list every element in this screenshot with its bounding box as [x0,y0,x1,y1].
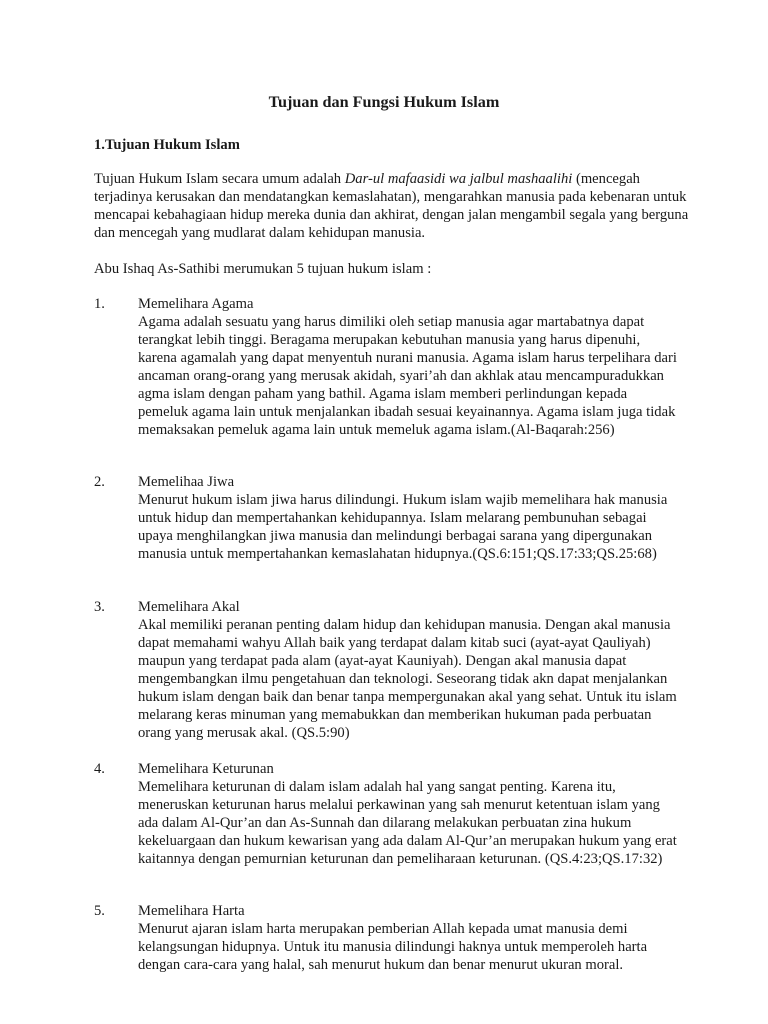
intro-italic-term: Dar-ul mafaasidi wa jalbul mashaalihi [344,171,573,187]
lead-paragraph: Abu Ishaq As-Sathibi merumukan 5 tujuan hukum islam : [94,261,432,277]
intro-prefix: Tujuan Hukum Islam secara umum adalah [94,171,345,187]
list-item-body: Memelihara keturunan di dalam islam adalah hal yang sangat penting. Karena itu, meneruskan keturunan harus melalui perkawinan yang sah menurut ketentuan islam yang ada dalam Al-Qur’an dan As-Sunnah dan dilarang melakukan perbuatan zina hukum kekeluargaan dan hukum kewarisan yang ada dalam Al-Qur’an merupakan hukum yang erat kaitannya dengan pemurnian keturunan dan pemeliharaan keturunan. (QS.4:23;QS.17:32) [138,779,677,867]
list-item-body: Agama adalah sesuatu yang harus dimiliki oleh setiap manusia agar martabatnya dapat terangkat lebih tinggi. Beragama merupakan kebutuhan manusia yang harus dipenuhi, karena agamalah yang dapat menyentuh nurani manusia. Agama islam harus terpelihara dari ancaman orang-orang yang merusak akidah, syari’ah dan akhlak atau mencampuradukkan agma islam dengan paham yang bathil. Agama islam memberi perlindungan kepada pemeluk agama lain untuk menjalankan ibadah sesuai keyainannya. Agama islam juga tidak memaksakan pemeluk agama lain untuk memeluk agama islam.(Al-Baqarah:256) [138,314,677,438]
list-item-number: 4. [94,761,105,777]
list-item-heading: Memelihara Harta [138,903,245,919]
list-item-heading: Memelihara Akal [138,599,240,615]
list-item-body: Menurut ajaran islam harta merupakan pemberian Allah kepada umat manusia demi kelangsungan hidupnya. Untuk itu manusia dilindungi haknya untuk memperoleh harta dengan cara-cara yang halal, sah menurut hukum dan benar menurut ukuran moral. [138,921,648,973]
intro-paragraph [94,170,694,242]
list-item-heading: Memelihara Keturunan [138,761,274,777]
list-item-body: Akal memiliki peranan penting dalam hidup dan kehidupan manusia. Dengan akal manusia dapat memahami wahyu Allah baik yang terdapat dalam kitab suci (ayat-ayat Qauliyah) maupun yang terdapat pada alam (ayat-ayat Kauniyah). Dengan akal manusia dapat mengembangkan ilmu pengetahuan dan teknologi. Seseorang tidak akn dapat menjalankan hukum islam dengan baik dan benar tanpa mempergunakan akal yang sehat. Untuk itu islam melarang keras minuman yang memabukkan dan memberikan hukuman pada perbuatan orang yang merusak akal. (QS.5:90) [138,617,677,741]
section-heading: 1.Tujuan Hukum Islam [94,137,240,153]
list-item-number: 5. [94,903,105,919]
list-item-number: 2. [94,474,105,490]
list-item-heading: Memelihara Agama [138,296,254,312]
document-title: Tujuan dan Fungsi Hukum Islam [268,93,500,111]
list-item-number: 1. [94,296,105,312]
list-item-heading: Memelihaa Jiwa [138,474,235,490]
list-item-body: Menurut hukum islam jiwa harus dilindungi. Hukum islam wajib memelihara hak manusia untuk hidup dan mempertahankan kehidupannya. Islam melarang pembunuhan sebagai upaya menghilangkan jiwa manusia dan melindungi berbagai sarana yang dipergunakan manusia untuk mempertahankan kemaslahatan hidupnya.(QS.6:151;QS.17:33;QS.25:68) [138,492,668,562]
intro-suffix: (mencegah terjadinya kerusakan dan mendatangkan kemaslahatan), mengarahkan manusia pada kebenaran untuk mencapai kebahagiaan hidup mereka dunia dan akhirat, dengan jalan mengambil segala yang berguna dan mencegah yang mudlarat dalam kehidupan manusia. [94,171,689,241]
list-item-number: 3. [94,599,105,615]
